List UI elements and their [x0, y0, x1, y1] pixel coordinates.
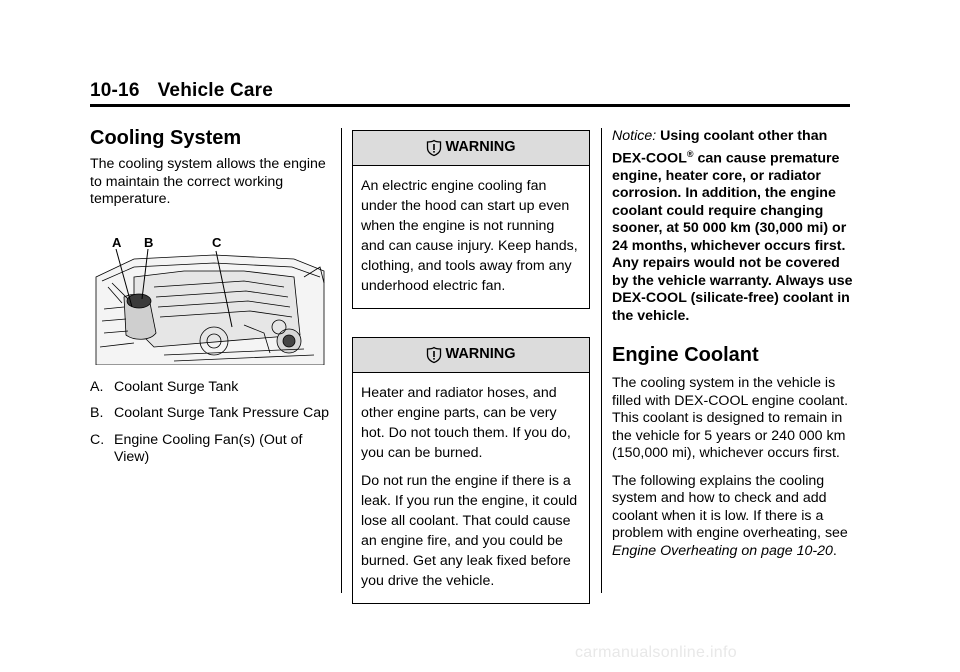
warning-icon: [426, 139, 442, 157]
engine-coolant-para-2: The following explains the cooling system and how to check and add coolant when it is low. If there is a problem with engine overheating, see Engine Overheating on page 10-20.: [612, 472, 848, 559]
cooling-system-heading: Cooling System: [90, 127, 242, 149]
legend-item: [90, 432, 330, 467]
cooling-system-intro: The cooling system allows the engine to maintain the correct working temperature.: [90, 156, 326, 207]
engine-compartment-figure: [94, 237, 326, 365]
section-title: Vehicle Care: [157, 80, 274, 101]
page-number: 10-16: [90, 80, 140, 101]
engine-coolant-heading: Engine Coolant: [612, 344, 759, 367]
notice-label: Notice:: [612, 128, 657, 144]
warning-box-hot-parts: [352, 337, 590, 604]
column-warnings: [352, 130, 590, 632]
legend-item: [90, 379, 330, 397]
legend-text: Coolant Surge Tank Pressure Cap: [114, 405, 330, 421]
page-header: [90, 80, 850, 102]
watermark: carmanualsonline.info: [575, 644, 737, 661]
cross-reference-link[interactable]: Engine Overheating on page 10-20: [612, 542, 833, 559]
column-divider-2: [601, 128, 602, 593]
warning-header: [353, 131, 589, 166]
legend-key: B.: [90, 405, 104, 421]
callout-a: A: [112, 236, 122, 250]
warning-text: Do not run the engine if there is a leak. If you run the engine, it could lose all coolant. That could cause an engine fire, and you could be burned. Get any leak fixed before you drive the vehicle.: [361, 473, 578, 589]
header-rule: [90, 104, 850, 107]
column-divider-1: [341, 128, 342, 593]
notice-paragraph: Notice: Using coolant other than DEX-COOL® can cause premature engine, heater core, or radiator corrosion. In addition, the engine coolant could require changing sooner, at 50 000 km (30,000 mi) or 24 months, whichever occurs first. Any repairs would not be covered by the vehicle warranty. Always use DEX-COOL (silicate-free) coolant in the vehicle.: [612, 128, 853, 324]
callout-b: B: [144, 236, 154, 250]
registered-mark: ®: [686, 148, 694, 159]
warning-title: WARNING: [445, 346, 516, 363]
warning-box-fan: [352, 130, 590, 309]
warning-text: Heater and radiator hoses, and other engine parts, can be very hot. Do not touch them. If you do, you can be burned.: [361, 385, 571, 461]
legend-item: [90, 405, 330, 423]
column-cooling-system: [90, 126, 330, 476]
warning-title: WARNING: [445, 139, 516, 156]
legend-key: A.: [90, 378, 104, 395]
legend-text: Engine Cooling Fan(s) (Out of View): [114, 431, 303, 465]
engine-illustration: [94, 237, 326, 365]
warning-header: [353, 338, 589, 373]
callout-c: C: [212, 236, 222, 250]
legend-text: Coolant Surge Tank: [114, 378, 239, 395]
warning-icon: [426, 346, 442, 364]
engine-coolant-para-1: The cooling system in the vehicle is filled with DEX-COOL engine coolant. This coolant is designed to remain in the vehicle for 5 years or 240 000 km (150,000 mi), whichever occurs first.: [612, 375, 849, 462]
legend-key: C.: [90, 431, 105, 448]
column-engine-coolant: [612, 128, 854, 570]
warning-text: An electric engine cooling fan under the hood can start up even when the engine is not running and can cause injury. Keep hands, clothing, and tools away from any underhood electric fan.: [361, 178, 578, 294]
